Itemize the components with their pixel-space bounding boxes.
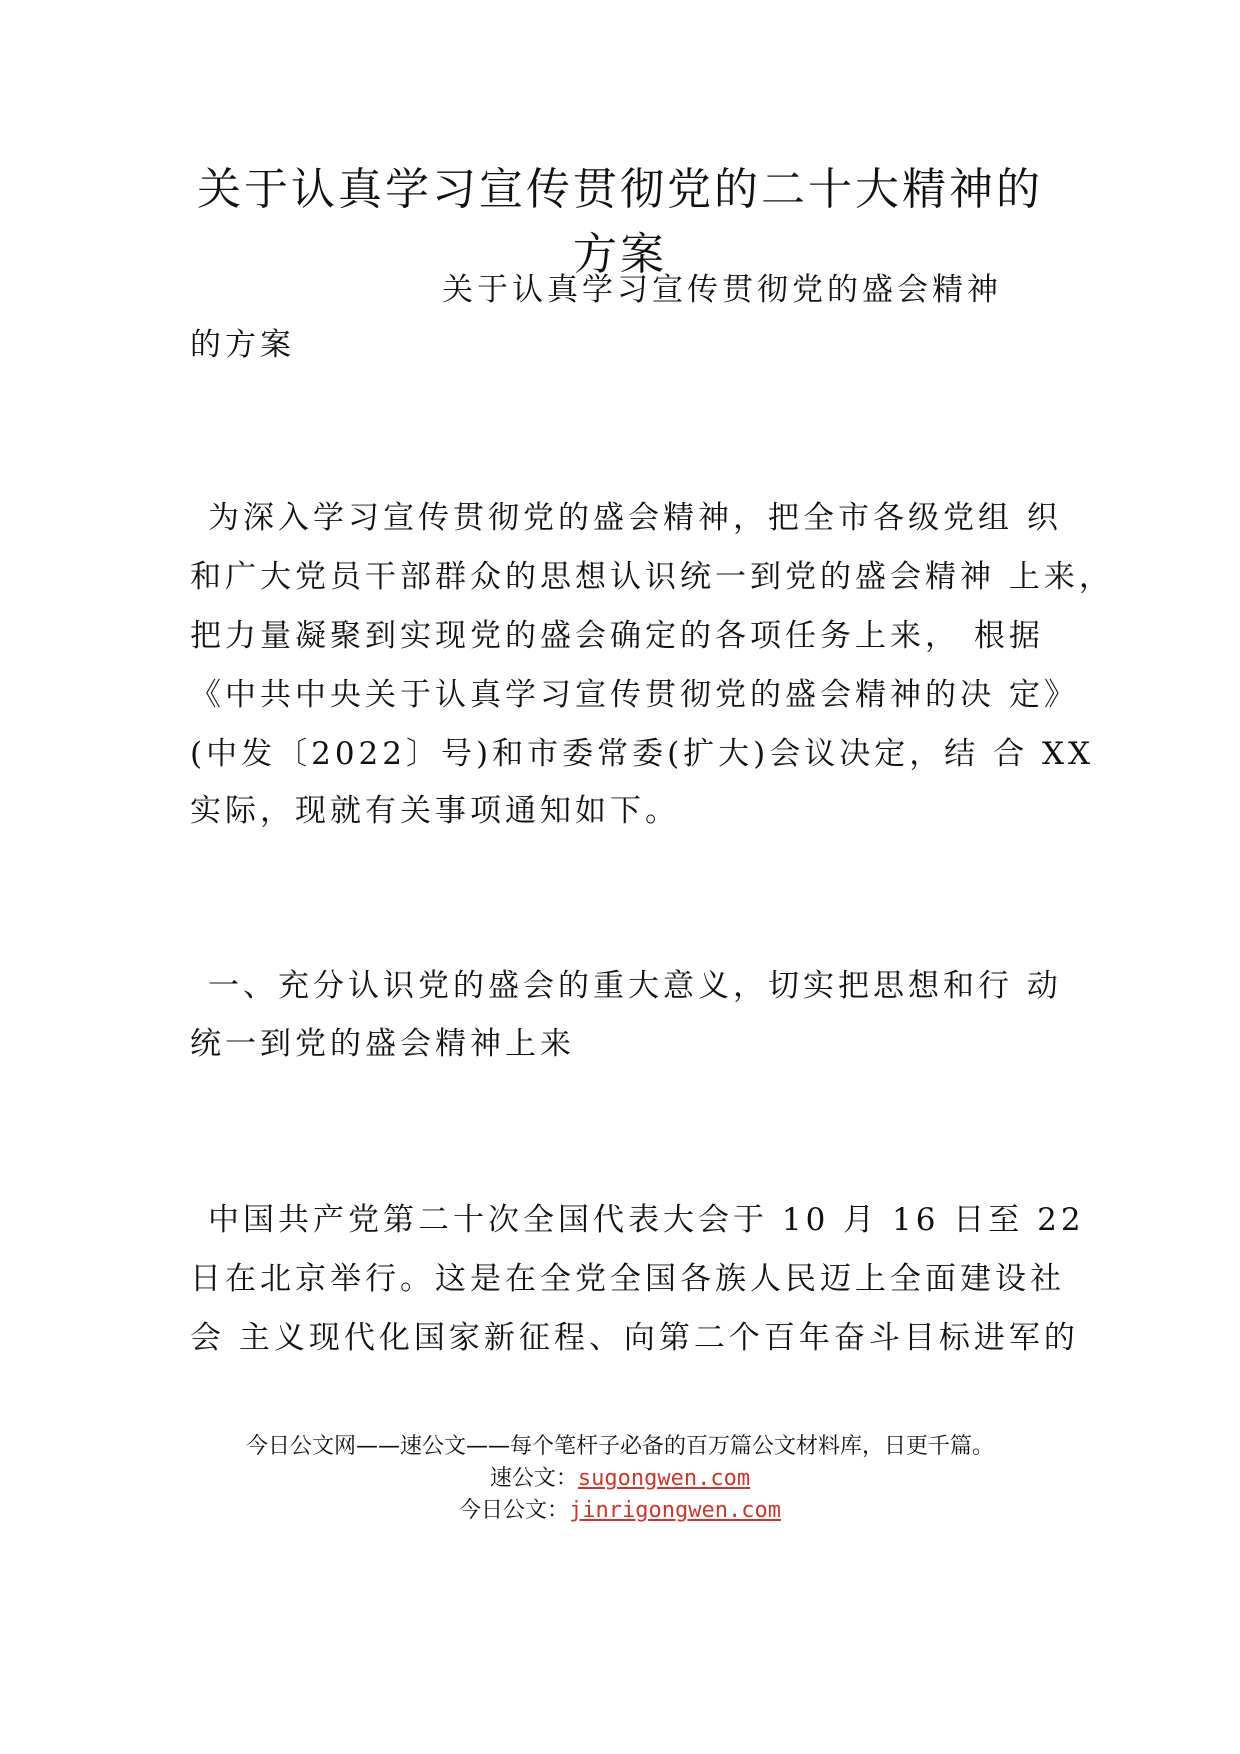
sugongwen-link[interactable]: sugongwen.com [577,1466,751,1491]
section-heading-line: 一、充分认识党的盛会的重大意义，切实把思想和行 动 [208,968,1062,1004]
paragraph-1-line: 和广大党员干部群众的思想认识统一到党的盛会精神 上来， [190,559,1114,595]
footer-sugongwen [0,1464,1240,1494]
paragraph-1-line: 把力量凝聚到实现党的盛会确定的各项任务上来， 根据 [190,618,1044,654]
subtitle-line-1: 关于认真学习宣传贯彻党的盛会精神 [442,272,1002,308]
paragraph-2-line: 中国共产党第二十次全国代表大会于 10 月 16 日至 22 [208,1202,1085,1238]
paragraph-1-line: 《中共中央关于认真学习宣传贯彻党的盛会精神的决 定》 [190,677,1079,713]
document-title-line-2: 方案 [573,229,667,280]
paragraph-1-line: 实际，现就有关事项通知如下。 [190,793,680,829]
section-heading-line: 统一到党的盛会精神上来 [190,1026,575,1062]
paragraph-2-line: 会 主义现代化国家新征程、向第二个百年奋斗目标进军的 [190,1320,1079,1356]
paragraph-1-line: (中发〔2022〕号)和市委常委(扩大)会议决定，结 合 XX [190,736,1095,772]
paragraph-1-line: 为深入学习宣传贯彻党的盛会精神，把全市各级党组 织 [208,500,1062,536]
jinrigongwen-link[interactable]: jinrigongwen.com [569,1498,781,1523]
footer-jinrigongwen [0,1496,1240,1526]
paragraph-2-line: 日在北京举行。这是在全党全国各族人民迈上全面建设社 [190,1261,1065,1297]
footer-jinri-label: 今日公文： [459,1498,570,1523]
footer-sugongwen-label: 速公文： [489,1466,578,1491]
subtitle-line-2: 的方案 [190,327,295,363]
footer-tagline: 今日公文网——速公文——每个笔杆子必备的百万篇公文材料库，日更千篇。 [245,1434,994,1459]
document-title-line-1: 关于认真学习宣传贯彻党的二十大精神的 [197,164,1043,215]
